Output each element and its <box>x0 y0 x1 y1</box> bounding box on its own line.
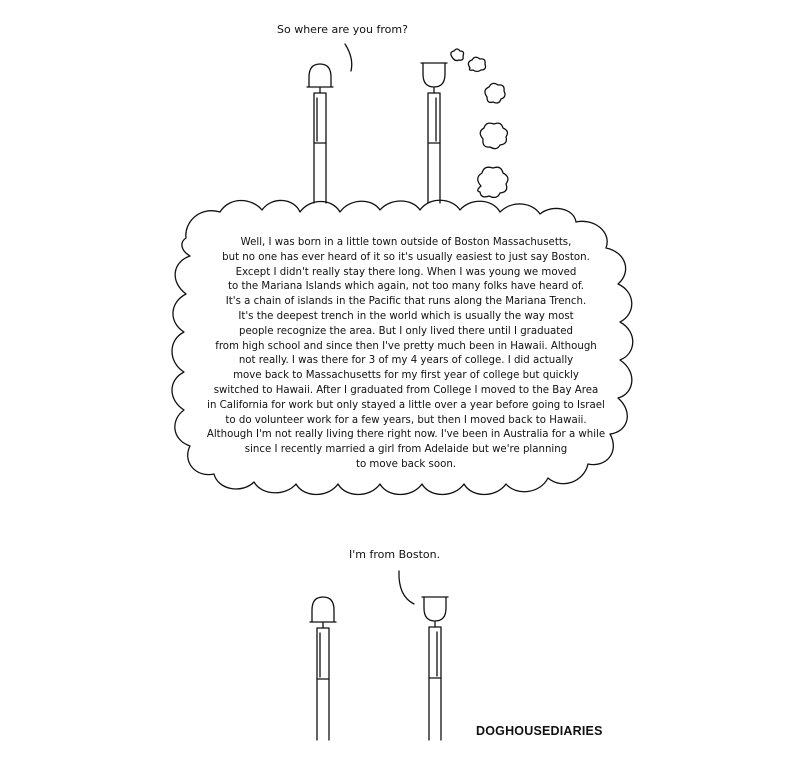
signature: DOGHOUSEDIARIES <box>476 724 603 738</box>
speech-from-boston: I'm from Boston. <box>349 548 441 561</box>
stick-figure-top-right <box>421 63 447 203</box>
thought-monologue <box>176 236 636 473</box>
thought-line: Although I'm not really living there right now. I've been in Australia for a while <box>206 429 606 441</box>
thought-line: It's the deepest trench in the world which is usually the way most <box>238 310 574 322</box>
thought-line: since I recently married a girl from Adelaide but we're planning <box>244 444 568 456</box>
speech-tail-bottom <box>399 571 414 604</box>
thought-line: not really. I was there for 3 of my 4 years of college. I did actually <box>238 355 574 367</box>
thought-line: switched to Hawaii. After I graduated from College I moved to the Bay Area <box>213 384 599 396</box>
thought-line: but no one has ever heard of it so it's usually easiest to just say Boston. <box>222 251 590 263</box>
thought-line: to move back soon. <box>355 458 457 470</box>
thought-line: move back to Massachusetts for my first year of college but quickly <box>233 370 579 382</box>
thought-line: people recognize the area. But I only lived there until I graduated <box>239 325 573 337</box>
thought-line: from high school and since then I've pretty much been in Hawaii. Although <box>215 340 597 352</box>
thought-line: Except I didn't really stay there long. When I was young we moved <box>235 266 577 278</box>
stick-figure-top-left <box>307 64 333 203</box>
thought-line: to do volunteer work for a few years, but then I moved back to Hawaii. <box>225 414 587 426</box>
stick-figure-bottom-left <box>310 597 336 740</box>
thought-line: in California for work but only stayed a little over a year before going to Israel <box>207 399 605 411</box>
stick-figure-bottom-right <box>422 597 448 740</box>
speech-tail-top <box>345 44 352 71</box>
speech-where-from: So where are you from? <box>277 23 408 36</box>
thought-line: It's a chain of islands in the Pacific that runs along the Mariana Trench. <box>225 296 587 308</box>
thought-line: Well, I was born in a little town outside of Boston Massachusetts, <box>240 237 572 248</box>
thought-line: to the Mariana Islands which again, not too many folks have heard of. <box>228 281 584 293</box>
thought-puffs <box>451 49 508 197</box>
